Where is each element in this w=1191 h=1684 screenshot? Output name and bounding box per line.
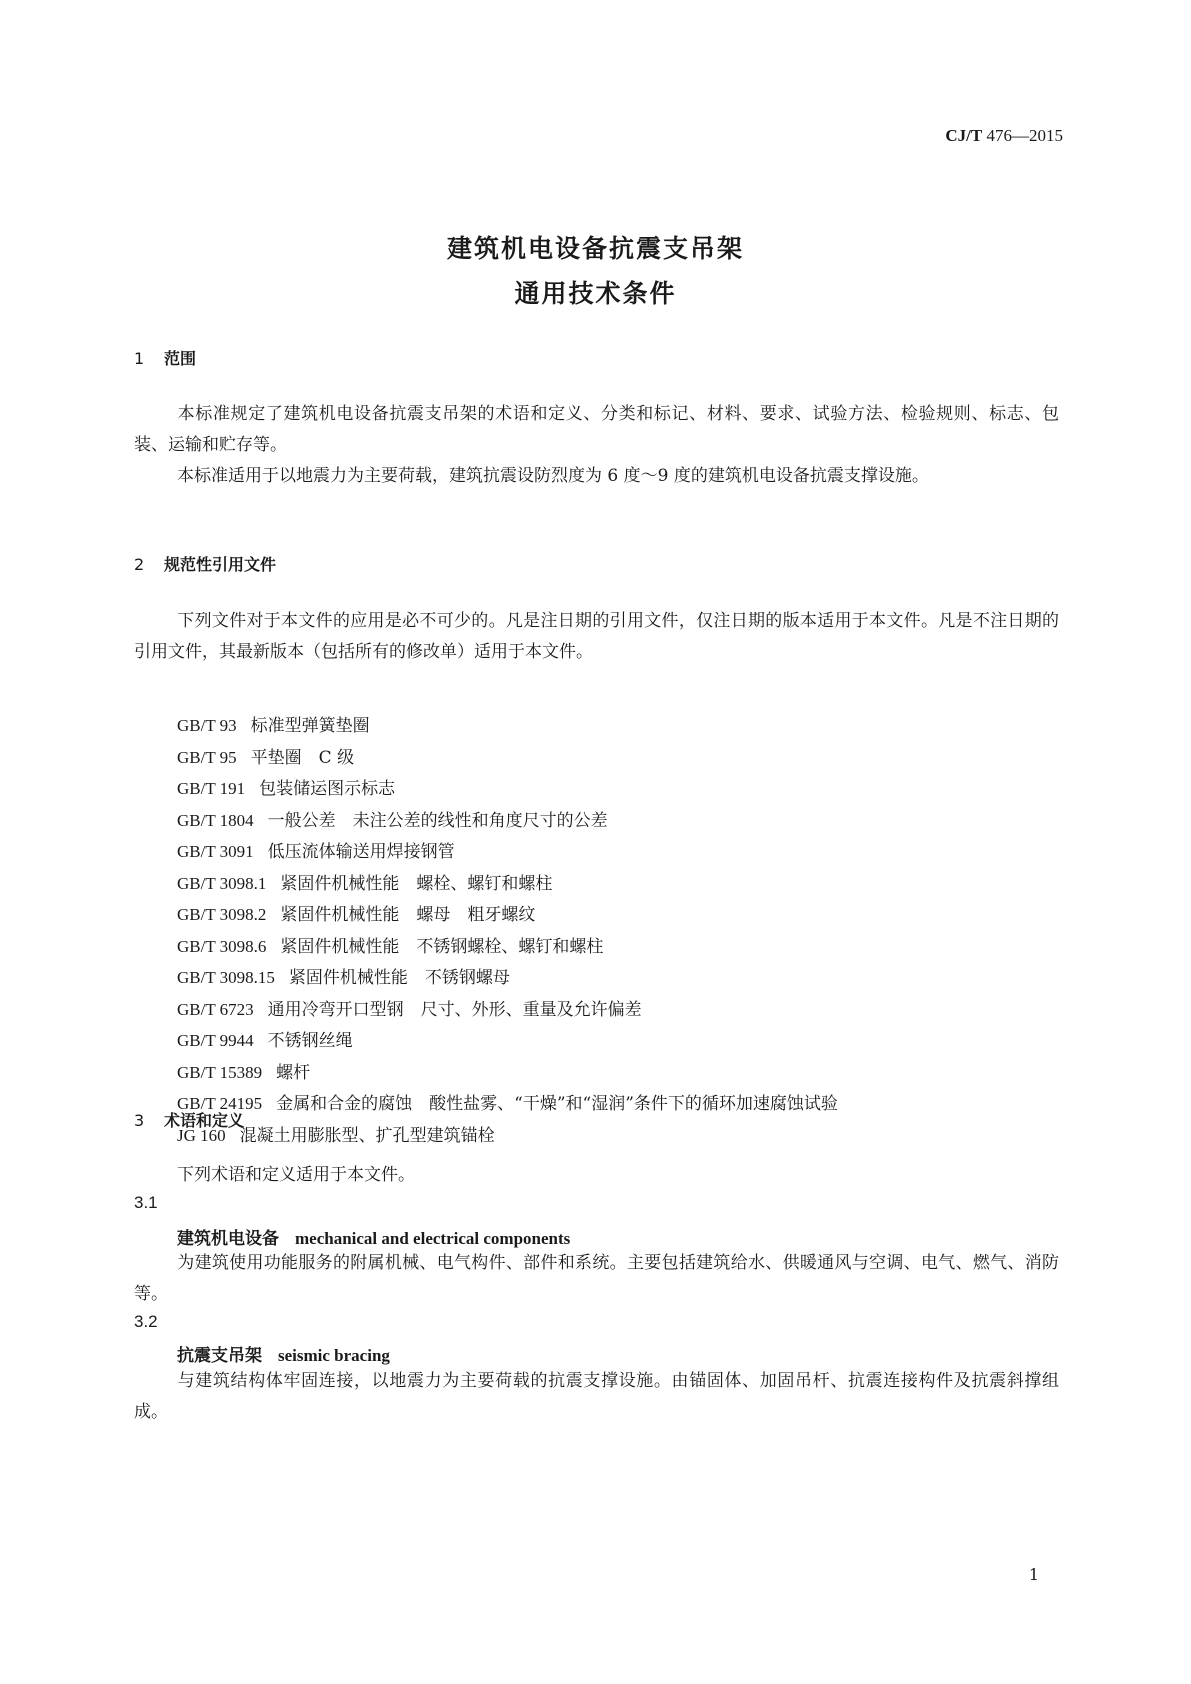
reference-title: 紧固件机械性能 螺栓、螺钉和螺柱: [280, 873, 553, 894]
section-1-heading: [134, 346, 196, 369]
reference-code: JG 160: [177, 1125, 226, 1145]
reference-code: GB/T 15389: [177, 1062, 263, 1082]
term-3-1-number: 3.1: [134, 1193, 158, 1212]
reference-title: 一般公差 未注公差的线性和角度尺寸的公差: [267, 810, 608, 831]
document-title-line1: 建筑机电设备抗震支吊架: [446, 234, 744, 263]
section-title: 规范性引用文件: [164, 555, 277, 574]
reference-code: GB/T 3098.15: [177, 968, 275, 987]
reference-code: GB/T 1804: [177, 810, 254, 830]
definition-text: 为建筑使用功能服务的附属机械、电气构件、部件和系统。主要包括建筑给水、供暖通风与空调、电气、燃气、消防等。: [134, 1253, 1059, 1304]
reference-title: 紧固件机械性能 不锈钢螺母: [288, 968, 510, 988]
reference-item: [177, 1088, 838, 1120]
term-3-2-definition: [134, 1366, 1059, 1428]
reference-code: GB/T 24195: [177, 1094, 263, 1113]
reference-code: GB/T 3098.1: [177, 873, 267, 893]
reference-item: [177, 994, 838, 1026]
term-english: mechanical and electrical components: [295, 1229, 571, 1248]
term-chinese: 建筑机电设备: [177, 1229, 279, 1249]
definition-text: 与建筑结构体牢固连接，以地震力为主要荷载的抗震支撑设施。由锚固体、加固吊杆、抗震连接构件及抗震斜撑组成。: [134, 1371, 1059, 1422]
reference-item: [177, 868, 838, 900]
reference-code: GB/T 6723: [177, 999, 254, 1019]
reference-title: 螺杆: [276, 1062, 311, 1083]
section-title: 范围: [164, 349, 197, 368]
document-title-line2: 通用技术条件: [514, 279, 677, 308]
reference-item: [177, 805, 838, 837]
normative-references-list: [177, 710, 838, 1151]
section-number: 2: [134, 555, 145, 574]
reference-code: GB/T 9944: [177, 1031, 254, 1050]
paragraph-text: 下列术语和定义适用于本文件。: [177, 1165, 415, 1185]
reference-code: GB/T 95: [177, 747, 237, 767]
reference-item: [177, 1057, 838, 1089]
term-3-2-number: 3.2: [134, 1312, 158, 1331]
term-3-1-definition: [134, 1248, 1059, 1310]
reference-code: GB/T 3091: [177, 842, 254, 861]
reference-title: 标准型弹簧垫圈: [250, 716, 370, 736]
reference-item: [177, 710, 838, 742]
section-2-paragraph-1: [134, 606, 1059, 668]
reference-item: [177, 836, 838, 868]
section-title: 术语和定义: [164, 1111, 245, 1130]
section-number: 3: [134, 1111, 145, 1130]
reference-item: [177, 773, 838, 805]
page-number: 1: [1028, 1565, 1039, 1584]
reference-item: [177, 1025, 838, 1057]
reference-code: GB/T 3098.6: [177, 936, 267, 956]
reference-title: 紧固件机械性能 螺母 粗牙螺纹: [280, 905, 536, 925]
paragraph-text: 本标准规定了建筑机电设备抗震支吊架的术语和定义、分类和标记、材料、要求、试验方法、检验规则、标志、包装、运输和贮存等。: [134, 404, 1059, 455]
term-english: seismic bracing: [278, 1346, 390, 1365]
standard-prefix: CJ/T: [945, 126, 983, 145]
section-1-paragraph-2: [134, 461, 1059, 492]
term-3-1-heading: [177, 1224, 570, 1249]
section-number: 1: [134, 349, 145, 368]
reference-title: 包装储运图示标志: [259, 779, 396, 799]
reference-title: 金属和合金的腐蚀 酸性盐雾、“干燥”和“湿润”条件下的循环加速腐蚀试验: [276, 1094, 838, 1114]
section-3-paragraph-1: [134, 1160, 1059, 1191]
reference-item: [177, 1120, 838, 1152]
reference-code: GB/T 191: [177, 779, 246, 798]
reference-title: 混凝土用膨胀型、扩孔型建筑锚栓: [239, 1125, 495, 1146]
reference-title: 通用冷弯开口型钢 尺寸、外形、重量及允许偏差: [267, 999, 642, 1020]
reference-item: [177, 962, 838, 994]
section-2-heading: [134, 552, 276, 575]
reference-title: 紧固件机械性能 不锈钢螺栓、螺钉和螺柱: [280, 936, 604, 957]
standard-code: 476—2015: [986, 126, 1063, 145]
section-3-heading: [134, 1108, 244, 1131]
reference-item: [177, 931, 838, 963]
section-1-paragraph-1: [134, 399, 1059, 461]
reference-title: 低压流体输送用焊接钢管: [267, 842, 455, 862]
standard-number: [945, 126, 1063, 146]
reference-title: 不锈钢丝绳: [267, 1031, 353, 1051]
term-chinese: 抗震支吊架: [177, 1346, 262, 1366]
reference-code: GB/T 93: [177, 716, 237, 735]
term-3-2-heading: [177, 1341, 390, 1366]
reference-item: [177, 742, 838, 774]
reference-title: 平垫圈 C 级: [250, 747, 355, 768]
paragraph-text: 本标准适用于以地震力为主要荷载，建筑抗震设防烈度为 6 度～9 度的建筑机电设备抗震支撑设施。: [177, 466, 929, 486]
reference-item: [177, 899, 838, 931]
paragraph-text: 下列文件对于本文件的应用是必不可少的。凡是注日期的引用文件，仅注日期的版本适用于本文件。凡是不注日期的引用文件，其最新版本（包括所有的修改单）适用于本文件。: [134, 611, 1059, 662]
reference-code: GB/T 3098.2: [177, 905, 267, 924]
